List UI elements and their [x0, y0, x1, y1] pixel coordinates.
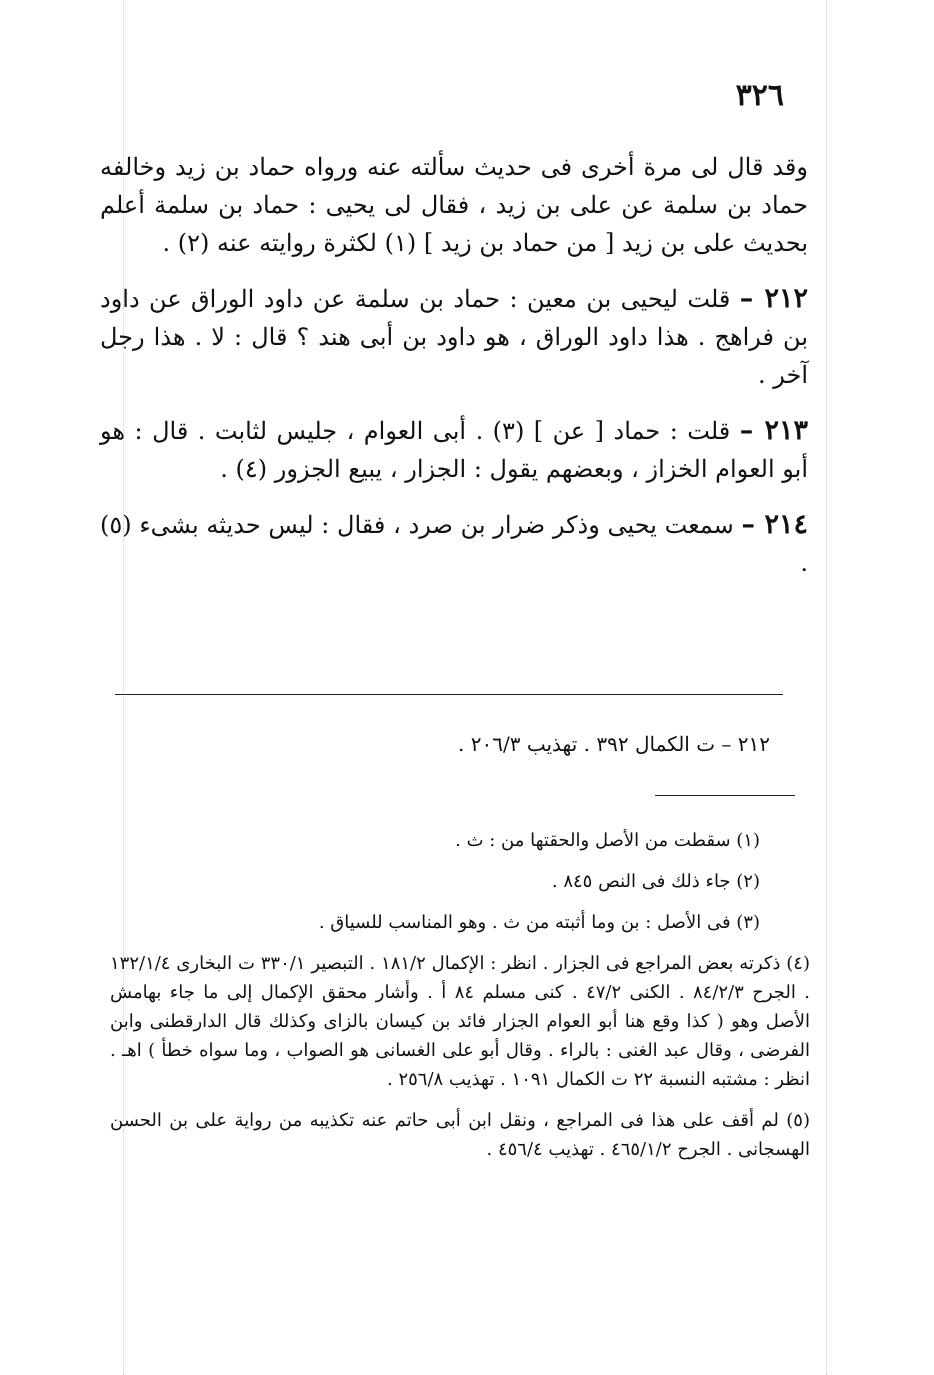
entry-number: ٢١٣ – [739, 415, 808, 446]
section-divider [115, 694, 783, 695]
footnote-1: (١) سقطت من الأصل والحقتها من : ث . [455, 830, 760, 851]
entry-text: قلت : حماد [ عن ] (٣) . أبى العوام ، جليس لثابت . قال : هو أبو العوام الخزاز ، وبعضهم يقول : الجزار ، يبيع الجزور (٤) . [100, 417, 808, 483]
footnote-3: (٣) فى الأصل : بن وما أثبته من ث . وهو المناسب للسياق . [318, 912, 760, 933]
entry-number: ٢١٢ – [739, 283, 808, 314]
entry-214 [100, 506, 808, 582]
page-number: ٣٢٦ [735, 78, 784, 113]
entry-212 [100, 280, 808, 394]
paragraph-intro: وقد قال لى مرة أخرى فى حديث سألته عنه ورواه حماد بن زيد وخالفه حماد بن سلمة عن على بن زيد ، فقال لى يحيى : حماد بن سلمة أعلم بحديث على بن زيد [ من حماد بن زيد ] (١) لكثرة روايته عنه (٢) . [100, 153, 808, 257]
footnote-divider [655, 795, 795, 796]
entry-text: قلت ليحيى بن معين : حماد بن سلمة عن داود الوراق عن داود بن فراهج . هذا داود الوراق ، هو داود بن أبى هند ؟ قال : لا . هذا رجل آخر . [100, 285, 808, 389]
footnote-2: (٢) جاء ذلك فى النص ٨٤٥ . [551, 871, 760, 892]
footnote-5: (٥) لم أقف على هذا فى المراجع ، ونقل ابن أبى حاتم عنه تكذيبه من رواية على بن الحسن الهسجانى . الجرح ٤٦٥/١/٢ . تهذيب ٤٥٦/٤ . [110, 1110, 810, 1160]
entry-text: سمعت يحيى وذكر ضرار بن صرد ، فقال : ليس حديثه بشىء (٥) . [100, 511, 808, 577]
commentary-note: ٢١٢ – ت الكمال ٣٩٢ . تهذيب ٢٠٦/٣ . [458, 732, 770, 756]
entry-213 [100, 412, 808, 488]
footnotes [110, 826, 810, 1176]
footnote-4: (٤) ذكرته بعض المراجع فى الجزار . انظر : الإكمال ١٨١/٢ . التبصير ٣٣٠/١ ت البخارى ١٣٢/١/٤ . الجرح ٨٤/٢/٣ . الكنى ٤٧/٢ . كنى مسلم ٨٤ أ . وأشار محقق الإكمال إلى ما جاء بهامش الأصل وهو ( كذا وقع هنا أبو العوام الجزار فائد بن كيسان بالزاى وكذلك قال الدارقطنى وابن الفرضى ، وقال عبد الغنى : بالراء . وقال أبو على الغسانى هو الصواب ، وما سواه خطأ ) اهـ . انظر : مشتبه النسبة ٢٢ ت الكمال ١٠٩١ . تهذيب ٢٥٦/٨ . [110, 953, 811, 1090]
scan-guide-line [826, 0, 827, 1375]
entry-number: ٢١٤ – [741, 509, 808, 540]
main-text [100, 148, 808, 600]
